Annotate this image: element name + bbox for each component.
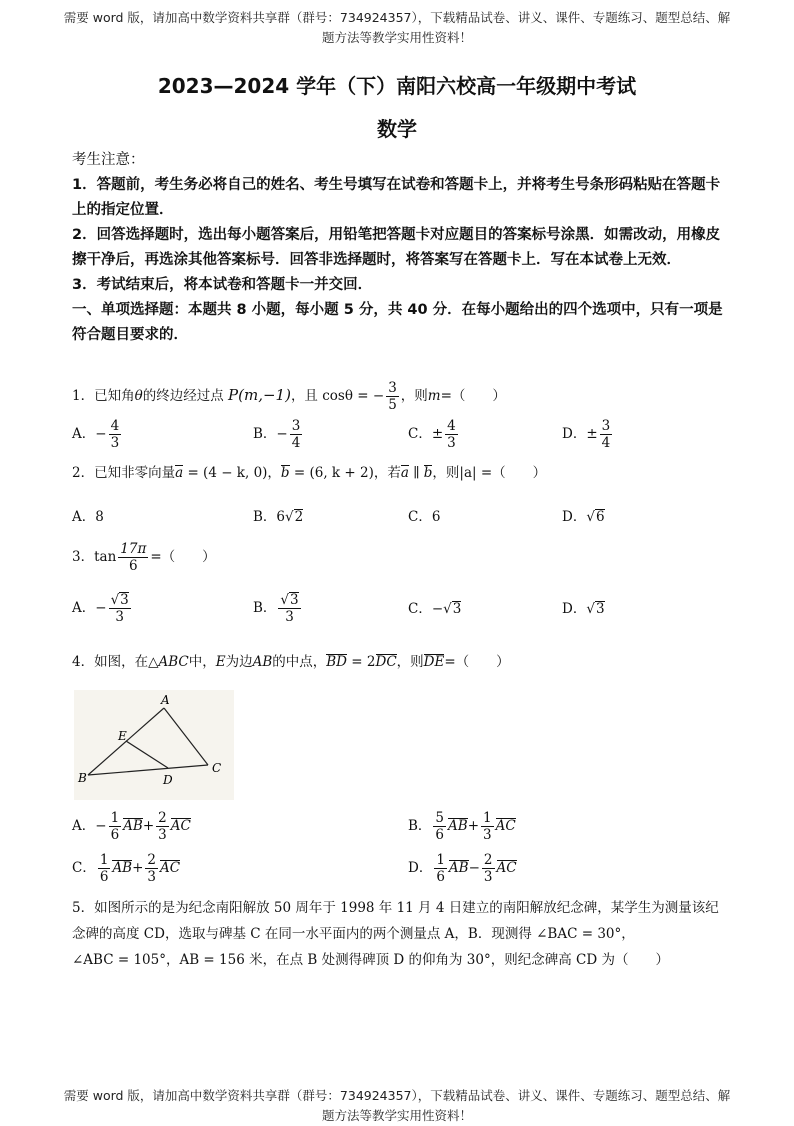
exam-notes <box>72 148 732 348</box>
q4-option-a[interactable]: A．− $\frac{1}{6}$ AB+ $\frac{2}{3}$ AC <box>72 810 191 843</box>
q4-option-d[interactable]: D． $\frac{1}{6}$ AB− $\frac{2}{3}$ AC <box>408 852 517 885</box>
vector-a: a <box>175 465 184 481</box>
q2-option-a[interactable]: A．8 <box>72 509 104 525</box>
question-3-stem: 3．tan $\frac{17\pi}{6}$ =（ ） <box>72 541 216 574</box>
bottom-banner: 需要 word 版，请加高中数学资料共享群（群号：734924357），下载精品试卷、讲义、课件、专题练习、题型总结、解题方法等教学实用性资料！ <box>63 1088 731 1123</box>
q3-option-a[interactable]: A．− $\frac{√3}{3}$ <box>72 592 129 625</box>
q1-option-c[interactable]: C．± $\frac{4}{3}$ <box>408 418 456 451</box>
q1-text: 的终边经过点 <box>142 388 224 404</box>
note-item-3: 3．考试结束后，将本试卷和答题卡一并交回． <box>72 277 373 293</box>
q4-option-b[interactable]: B． $\frac{5}{6}$ AB+ $\frac{1}{3}$ AC <box>408 810 516 843</box>
q1-text: ，则 <box>400 388 428 404</box>
q5-line-3: ∠ABC = 105°，AB = 156 米，在点 B 处测得碑顶 D 的仰角为 30°，则纪念碑高 CD 为（ ） <box>72 952 669 968</box>
exam-subject: 数学 <box>377 117 417 141</box>
q2-option-d[interactable]: D．√6 <box>562 509 605 525</box>
q1-option-d[interactable]: D．± $\frac{3}{4}$ <box>562 418 611 451</box>
q1-point: P(m,−1) <box>228 386 291 404</box>
vector-b: b <box>280 465 290 481</box>
q5-line-2: 念碑的高度 CD，选取与碑基 C 在同一水平面内的两个测量点 A，B．现测得 ∠BAC = 30°， <box>72 926 635 942</box>
q2-option-b[interactable]: B．6√2 <box>253 509 304 525</box>
q3-fraction: $\frac{17\pi}{6}$ <box>120 541 147 574</box>
exam-title: 2023—2024 学年（下）南阳六校高一年级期中考试 <box>157 74 637 98</box>
section-heading: 一、单项选择题：本题共 8 小题，每小题 5 分，共 40 分．在每小题给出的四个选项中，只有一项是符合题目要求的． <box>72 302 723 343</box>
triangle-figure <box>74 690 234 800</box>
q2-option-c[interactable]: C．6 <box>408 509 441 525</box>
q2-abs: |a| =（ ） <box>459 465 547 481</box>
question-2-stem: 2．已知非零向量a = (4 − k, 0)，b = (6, k + 2)，若a ∥ b，则|a| =（ ） <box>72 465 547 481</box>
note-item-2: 2．回答选择题时，选出每小题答案后，用铅笔把答题卡对应题目的答案标号涂黑．如需改动，用橡皮擦干净后，再选涂其他答案标号．回答非选择题时，将答案写在答题卡上．写在本试卷上无效． <box>72 227 721 268</box>
question-4-stem: 4．如图，在△ABC中，E为边AB的中点，BD = 2DC，则DE=（ ） <box>72 654 510 670</box>
note-item-1: 1．答题前，考生务必将自己的姓名、考生号填写在试卷和答题卡上，并将考生号条形码粘贴在答题卡上的指定位置． <box>72 177 721 218</box>
q3-option-c[interactable]: C．−√3 <box>408 601 462 617</box>
q3-option-b[interactable]: B． $\frac{√3}{3}$ <box>253 592 299 625</box>
label-e: E <box>118 729 127 743</box>
q1-theta: θ <box>134 388 143 404</box>
q1-cos: cosθ = − <box>322 388 385 404</box>
q1-text: 1．已知角 <box>72 388 135 404</box>
label-b: B <box>78 771 87 785</box>
top-banner: 需要 word 版，请加高中数学资料共享群（群号：734924357），下载精品试卷、讲义、课件、专题练习、题型总结、解题方法等教学实用性资料！ <box>63 10 731 45</box>
q1-text: ，且 <box>290 388 318 404</box>
figure-background <box>74 690 234 800</box>
notes-heading: 考生注意： <box>72 152 145 168</box>
label-c: C <box>212 761 222 775</box>
q1-fraction: $\frac{3}{5}$ <box>388 380 397 413</box>
label-d: D <box>163 773 173 787</box>
q1-option-b[interactable]: B．− $\frac{3}{4}$ <box>253 418 301 451</box>
q1-text: =（ ） <box>440 388 506 404</box>
label-a: A <box>161 693 170 707</box>
question-1-stem <box>72 380 732 413</box>
q4-option-c[interactable]: C． $\frac{1}{6}$ AB+ $\frac{2}{3}$ AC <box>72 852 181 885</box>
q5-line-1: 5．如图所示的是为纪念南阳解放 50 周年于 1998 年 11 月 4 日建立的南阳解放纪念碑，某学生为测量该纪 <box>72 900 719 916</box>
q3-tan: tan <box>94 549 117 565</box>
q1-m: m <box>427 388 441 404</box>
question-5-stem <box>72 895 732 973</box>
q3-option-d[interactable]: D．√3 <box>562 601 605 617</box>
q1-option-a[interactable]: A．− $\frac{4}{3}$ <box>72 418 120 451</box>
